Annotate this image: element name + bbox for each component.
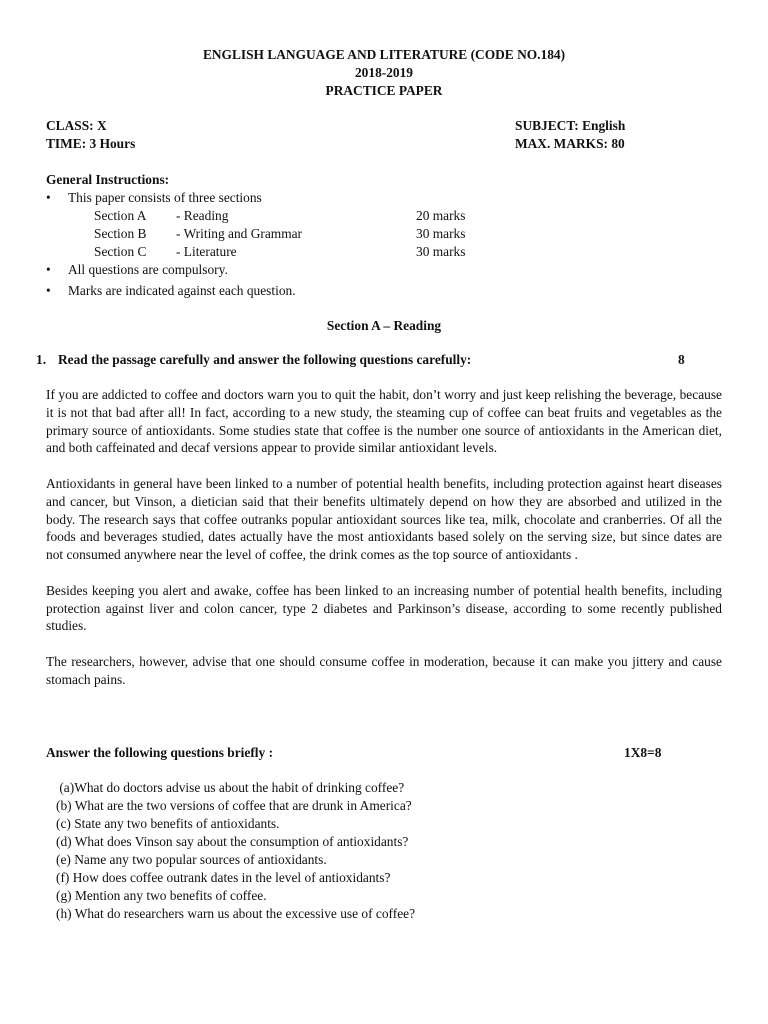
- paper-header: [0, 46, 768, 100]
- section-name: Section C: [94, 244, 147, 259]
- answer-marks: 1X8=8: [624, 745, 662, 760]
- paper-title: ENGLISH LANGUAGE AND LITERATURE (CODE NO.184): [202, 47, 566, 62]
- section-marks: 30 marks: [416, 226, 466, 241]
- instruction-text: Marks are indicated against each question.: [68, 283, 296, 298]
- section-topic: - Writing and Grammar: [176, 226, 303, 241]
- answer-heading: Answer the following questions briefly :: [46, 745, 274, 760]
- section-topic: - Reading: [176, 208, 229, 223]
- reading-passage: [46, 386, 722, 706]
- question-marks: 8: [678, 352, 685, 367]
- instruction-text: All questions are compulsory.: [68, 262, 228, 277]
- section-a-heading: Section A – Reading: [326, 318, 442, 333]
- question-list: [56, 779, 716, 923]
- section-marks: 20 marks: [416, 208, 466, 223]
- question-1: [36, 351, 726, 369]
- list-item: (g) Mention any two benefits of coffee.: [56, 888, 267, 903]
- bullet-icon: •: [46, 190, 51, 205]
- subject-label: SUBJECT: English: [515, 118, 626, 133]
- list-item: (e) Name any two popular sources of antioxidants.: [56, 852, 327, 867]
- paper-type: PRACTICE PAPER: [325, 83, 443, 98]
- question-number: 1.: [36, 352, 47, 367]
- question-text: Read the passage carefully and answer the following questions carefully:: [58, 352, 472, 367]
- max-marks-label: MAX. MARKS: 80: [515, 136, 625, 151]
- passage-paragraph: Antioxidants in general have been linked to a number of potential health benefits, including protection against heart diseases and cancer, but Vinson, a dietician said that their benefits ultimately depend on how they are absorbed and utilized in the body. The research says that coffee outranks popular antioxidant sources like tea, milk, chocolate and cranberries. Of all the foods and beverages studied, dates actually have the most antioxidants based solely on the serving size, but since dates are not consumed anywhere near the level of coffee, the drink comes as the top source of antioxidants .: [46, 475, 722, 563]
- passage-paragraph: If you are addicted to coffee and doctors warn you to quit the habit, don’t worry and just keep relishing the beverage, because it is not that bad after all! In fact, according to a new study, the steaming cup of coffee can beat fruits and vegetables as the primary source of antioxidants. Some studies state that coffee is the number one source of antioxidants in the American diet, and both caffeinated and decaf versions appear to provide similar antioxidant levels.: [46, 387, 722, 456]
- paper-session: 2018-2019: [354, 65, 414, 80]
- list-item: (b) What are the two versions of coffee that are drunk in America?: [56, 798, 412, 813]
- list-item: (a)What do doctors advise us about the habit of drinking coffee?: [56, 780, 405, 795]
- section-name: Section B: [94, 226, 147, 241]
- section-row: [94, 225, 726, 243]
- section-marks: 30 marks: [416, 244, 466, 259]
- section-row: [94, 207, 726, 225]
- answer-instructions: [46, 744, 726, 762]
- bullet-icon: •: [46, 283, 51, 298]
- time-label: TIME: 3 Hours: [46, 136, 136, 151]
- class-label: CLASS: X: [46, 118, 107, 133]
- passage-paragraph: The researchers, however, advise that one should consume coffee in moderation, because it can make you jittery and cause stomach pains.: [46, 653, 722, 687]
- list-item: (d) What does Vinson say about the consumption of antioxidants?: [56, 834, 409, 849]
- list-item: (f) How does coffee outrank dates in the level of antioxidants?: [56, 870, 391, 885]
- general-instructions: [46, 171, 726, 300]
- section-name: Section A: [94, 208, 147, 223]
- paper-meta: [46, 117, 726, 153]
- instruction-text: This paper consists of three sections: [68, 190, 262, 205]
- bullet-icon: •: [46, 262, 51, 277]
- instruction-item: [46, 261, 726, 279]
- section-row: [94, 243, 726, 261]
- sections-table: [94, 207, 726, 261]
- instruction-item: [46, 282, 726, 300]
- general-instructions-title: General Instructions:: [46, 172, 170, 187]
- list-item: (h) What do researchers warn us about the excessive use of coffee?: [56, 906, 416, 921]
- list-item: (c) State any two benefits of antioxidants.: [56, 816, 280, 831]
- instruction-item: [46, 189, 726, 207]
- passage-paragraph: Besides keeping you alert and awake, coffee has been linked to an increasing number of potential health benefits, including protection against liver and colon cancer, type 2 diabetes and Parkinson’s disease, according to some recently published studies.: [46, 582, 722, 634]
- section-topic: - Literature: [176, 244, 237, 259]
